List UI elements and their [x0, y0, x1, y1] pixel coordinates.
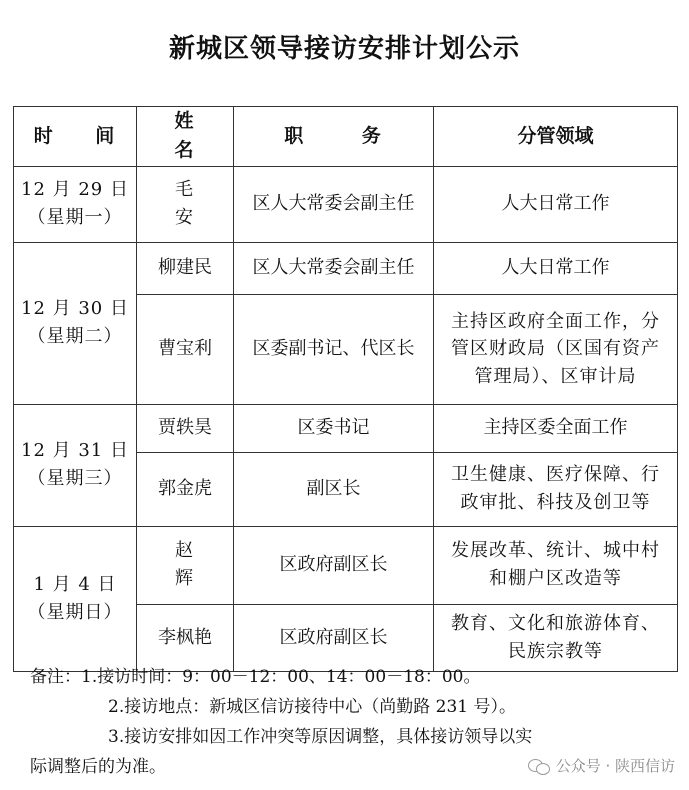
watermark-text: 公众号 · 陕西信访 [555, 757, 675, 775]
note-line-2: 2.接访地点：新城区信访接待中心（尚勤路 231 号）。 [108, 697, 516, 717]
time-cell [14, 166, 137, 242]
time-cell [14, 526, 137, 671]
wechat-icon [528, 757, 550, 775]
weekday-text: （星期一） [27, 207, 123, 229]
domain-line: 和棚户区改造等 [489, 568, 622, 590]
date-text: 1 月 4 日 [33, 573, 117, 595]
table-row [14, 404, 678, 452]
header-time: 时 间 [14, 107, 137, 167]
position-cell: 区委副书记、代区长 [234, 294, 434, 404]
position-cell: 副区长 [234, 452, 434, 526]
note-line-1: 备注：1.接访时间：9：00－12：00、14：00－18：00。 [30, 667, 481, 687]
weekday-text: （星期三） [27, 468, 123, 490]
name-cell: 李枫艳 [137, 604, 234, 671]
schedule-table [13, 106, 678, 672]
date-text: 12 月 29 日 [21, 179, 129, 201]
time-cell [14, 242, 137, 404]
name-cell: 贾轶昊 [137, 404, 234, 452]
domain-line: 民族宗教等 [508, 640, 603, 662]
table-row [14, 166, 678, 242]
domain-line: 政审批、科技及创卫等 [460, 492, 651, 514]
table-row [14, 526, 678, 604]
position-cell: 区人大常委会副主任 [234, 242, 434, 294]
domain-cell: 人大日常工作 [434, 242, 678, 294]
date-text: 12 月 30 日 [21, 298, 129, 320]
name-cell: 毛 安 [137, 166, 234, 242]
table-row [14, 242, 678, 294]
note-line-3: 3.接访安排如因工作冲突等原因调整，具体接访领导以实 [108, 727, 533, 747]
domain-cell [434, 452, 678, 526]
domain-cell: 人大日常工作 [434, 166, 678, 242]
date-text: 12 月 31 日 [21, 440, 129, 462]
domain-line: 管理局）、区审计局 [474, 366, 637, 388]
domain-line: 主持区政府全面工作，分 [451, 310, 660, 332]
position-cell: 区政府副区长 [234, 604, 434, 671]
table-header-row [14, 107, 678, 167]
domain-line: 卫生健康、医疗保障、行 [451, 464, 660, 486]
domain-line: 教育、文化和旅游体育、 [451, 612, 660, 634]
name-cell: 曹宝利 [137, 294, 234, 404]
weekday-text: （星期日） [27, 601, 123, 623]
watermark [528, 755, 675, 776]
name-cell: 赵 辉 [137, 526, 234, 604]
domain-line: 发展改革、统计、城中村 [451, 540, 660, 562]
position-cell: 区委书记 [234, 404, 434, 452]
domain-cell: 主持区委全面工作 [434, 404, 678, 452]
note-line-4: 际调整后的为准。 [30, 757, 166, 777]
header-name: 姓 名 [137, 107, 234, 167]
header-position: 职 务 [234, 107, 434, 167]
page-title: 新城区领导接访安排计划公示 [168, 34, 520, 64]
position-cell: 区政府副区长 [234, 526, 434, 604]
header-domain: 分管领域 [434, 107, 678, 167]
domain-line: 管区财政局（区国有资产 [451, 338, 660, 360]
name-cell: 柳建民 [137, 242, 234, 294]
position-cell: 区人大常委会副主任 [234, 166, 434, 242]
domain-cell [434, 526, 678, 604]
domain-cell [434, 294, 678, 404]
weekday-text: （星期二） [27, 326, 123, 348]
name-cell: 郭金虎 [137, 452, 234, 526]
time-cell [14, 404, 137, 526]
